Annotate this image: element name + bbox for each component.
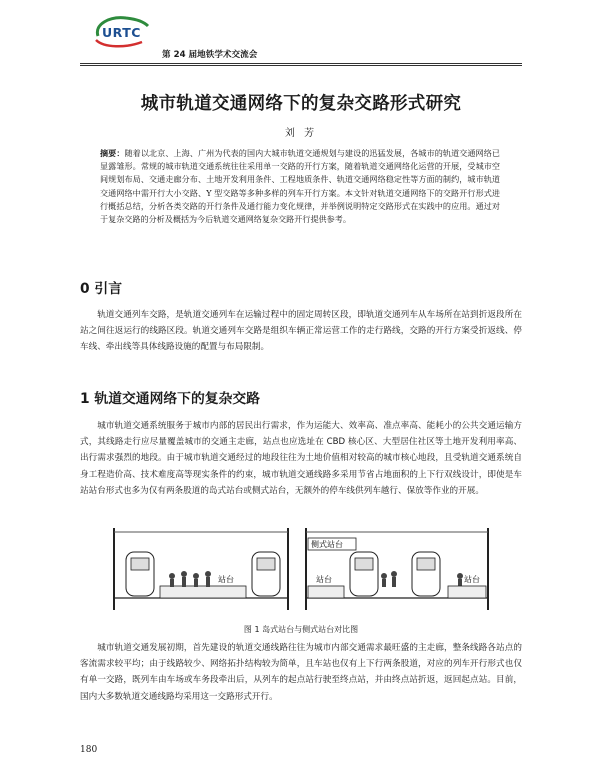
- page-number: 180: [80, 745, 98, 755]
- platform-right-label: 站台: [464, 575, 480, 584]
- abstract: [100, 147, 500, 226]
- body-paragraph: 城市轨道交通发展初期，首先建设的轨道交通线路往往为城市内部交通需求最旺盛的主走廊，整条线路各站点的客流需求较平均；由于线路较少、网络拓扑结构较为简单，且车站也仅有上下行两条股道，对应的列车开行形式也仅有单一交路，既列车由车场或车务段牵出后，从列车的起点站行驶至终点站，并由终点站折返，返回起点站。目前，国内大多数轨道交通线路均采用这一交路形式开行。: [80, 643, 522, 702]
- platform-comparison-figure: [112, 526, 490, 612]
- side-platform-label: 侧式站台: [311, 540, 343, 549]
- logo-text: URTC: [102, 25, 141, 40]
- journal-title: 第 24 届地铁学术交流会: [162, 50, 258, 60]
- urtc-logo: [92, 14, 154, 50]
- abstract-label: 摘要：: [100, 148, 125, 158]
- side-platform-diagram: [306, 528, 488, 610]
- passenger-icons: [169, 571, 211, 587]
- section-heading-complex-routing: 1 轨道交通网络下的复杂交路: [80, 391, 260, 407]
- island-platform-label: 站台: [218, 575, 234, 584]
- paper-title: 城市轨道交通网络下的复杂交路形式研究: [140, 94, 462, 114]
- figure-caption: 图 1 岛式站台与侧式站台对比图: [243, 625, 359, 634]
- island-platform-diagram: [114, 528, 288, 610]
- platform-left-label: 站台: [316, 575, 332, 584]
- paper-author: 刘 芳: [284, 128, 318, 139]
- abstract-text: 随着以北京、上海、广州为代表的国内大城市轨道交通规划与建设的迅猛发展，各城市的轨道交通网络已显露雏形。常规的城市轨道交通系统往往采用单一交路的开行方案，随着轨道交通网络化运营的开展，受城市空间规划布局、交通走廊分布、土地开发利用条件、工程地质条件、轨道交通网络稳定性等方面的制约，城市轨道交通网络中需开行大小交路、Y 型交路等多种多样的列车开行方案。本文针对轨道交通网络下的交路开行形式进行概括总结，分析各类交路的开行条件及通行能力变化规律，并举例说明特定交路形式在实践中的应用。通过对于复杂交路的分析及概括为今后轨道交通网络复杂交路开行提供参考。: [100, 148, 500, 225]
- header-rule: [80, 65, 522, 66]
- intro-paragraph: 轨道交通列车交路，是轨道交通列车在运输过程中的固定周转区段，即轨道交通列车从车场所在站到折返段所在站之间往返运行的线路区段。轨道交通列车交路是组织车辆正常运营工作的走行路线，交路的开行方案受折返线、停车线、牵出线等具体线路设施的配置与布局限制。: [80, 310, 522, 353]
- section-heading-intro: 0 引言: [80, 281, 122, 297]
- header-rule: [80, 63, 522, 64]
- body-paragraph: 城市轨道交通系统服务于城市内部的居民出行需求，作为运能大、效率高、准点率高、能耗小的公共交通运输方式，其线路走行应尽量覆盖城市的交通主走廊，站点也应选址在 CBD 核心区、大型居住社区等土地开发利用率高、出行需求强烈的地段。由于城市轨道交通经过的地段往往为土地价值相对较高的城市核心地段，且受轨道交通系统自身工程造价高、技术难度高等现实条件的约束，城市轨道交通线路多采用节省占地面积的上下行双线设计，即使是车站站台形式也多为仅有两条股道的岛式站台或侧式站台，无额外的停车线供列车越行、保放等作业的开展。: [80, 421, 522, 496]
